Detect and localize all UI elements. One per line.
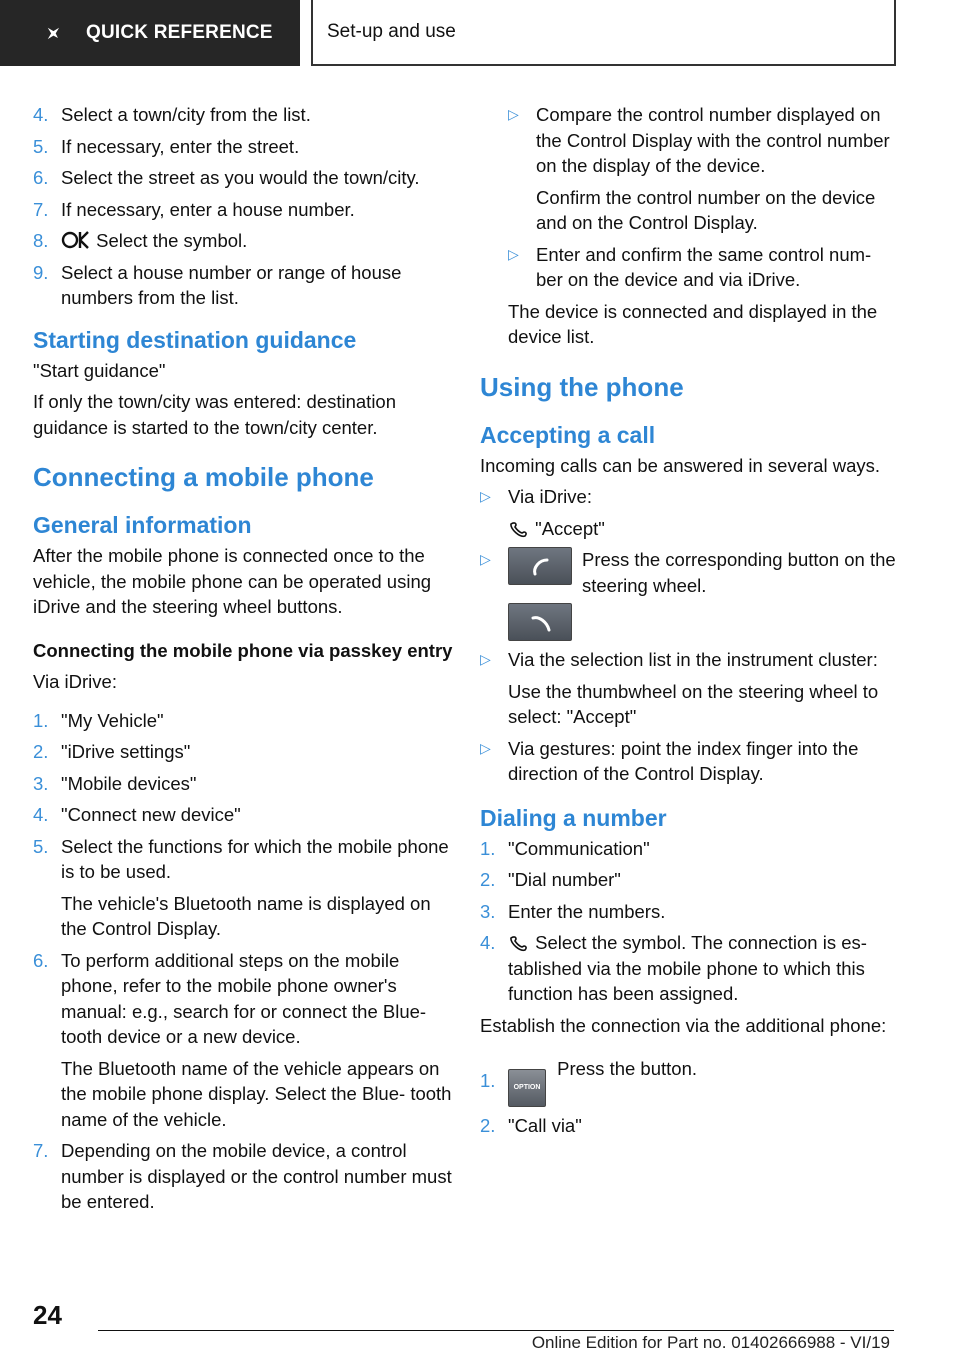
steering-accept-button-image	[508, 547, 572, 585]
paragraph: The device is connected and displayed in the device list.	[508, 300, 878, 347]
list-item: 2. "iDrive settings"	[33, 741, 191, 762]
option-button-image: OPTION	[508, 1069, 546, 1107]
heading-using-phone: Using the phone	[480, 371, 684, 402]
left-column	[33, 102, 453, 1215]
tab-label: QUICK REFERENCE	[86, 22, 273, 43]
phone-icon	[508, 520, 530, 538]
bullet-item: ▷ Enter and confirm the same control num- ber on the device and via iDrive.	[508, 243, 872, 290]
paragraph: If only the town/city was entered: destination guidance is started to the town/city center.	[33, 391, 397, 438]
footer-edition: Online Edition for Part no. 01402666988 - VI/19	[531, 1333, 890, 1352]
bullet-item: ▷ Via iDrive: "Accept"	[480, 484, 900, 541]
phone-icon	[509, 604, 573, 642]
heading-connecting-phone: Connecting a mobile phone	[33, 462, 374, 492]
bullet-item: ▷ Compare the control number displayed on the Control Display with the control number on the display of the device. Confirm the control number on the device and on the Control Display.	[508, 102, 900, 236]
list-item: 1. OPTION Press the button.	[480, 1056, 900, 1107]
paragraph: Incoming calls can be answered in several ways.	[480, 454, 880, 476]
phone-icon	[509, 548, 573, 586]
section-title: Set-up and use	[311, 0, 896, 66]
list-item: 6. To perform additional steps on the mobile phone, refer to the mobile phone owner's manual: e.g., search for or connect the Blue- tooth device or a new device. The Bluetooth name of the vehicle appears on the mobile phone display. Select the Blue- tooth name of the vehicle.	[33, 948, 453, 1133]
list-item: 4. Select a town/city from the list.	[33, 104, 311, 125]
list-item: 9. Select a house number or range of house numbers from the list.	[33, 261, 402, 308]
right-column	[480, 102, 900, 1138]
paragraph: Via iDrive:	[33, 671, 117, 692]
heading-general-info: General information	[33, 512, 252, 538]
accept-line: "Accept"	[508, 516, 900, 542]
list-item: 2. "Call via"	[480, 1114, 582, 1136]
paragraph: After the mobile phone is connected once to the vehicle, the mobile phone can be operated using iDrive and the steering wheel buttons.	[33, 545, 432, 617]
bullet-item: ▷ Via the selection list in the instrument cluster: Use the thumbwheel on the steering wheel to select: "Accept"	[480, 647, 900, 730]
steering-reject-button-image	[508, 603, 572, 641]
heading-passkey: Connecting the mobile phone via passkey entry	[33, 639, 453, 661]
list-item: 3. "Mobile devices"	[33, 772, 197, 794]
paragraph: "Start guidance"	[33, 359, 166, 381]
phone-icon	[508, 934, 530, 952]
paragraph: Establish the connection via the additional phone:	[480, 1014, 887, 1036]
item-note: The Bluetooth name of the vehicle appears on the mobile phone display. Select the Blue- tooth name of the vehicle.	[61, 1057, 452, 1130]
item-text: Press the corresponding button on the steering wheel.	[582, 549, 896, 596]
list-item: 1. "Communication"	[480, 837, 650, 859]
list-item: 1. "My Vehicle"	[33, 709, 164, 731]
list-item: 3. Enter the numbers.	[480, 900, 666, 922]
bullet-item: ▷ Via gestures: point the index finger into the direction of the Control Display.	[480, 737, 859, 784]
item-note: The vehicle's Bluetooth name is displayed on the Control Display.	[61, 892, 431, 939]
list-item: 2. "Dial number"	[480, 869, 621, 890]
list-item: 6. Select the street as you would the town/city.	[33, 167, 420, 188]
ok-icon	[61, 229, 91, 251]
quick-reference-tab[interactable]	[0, 0, 300, 66]
list-item: 5. Select the functions for which the mobile phone is to be used. The vehicle's Bluetooth name is displayed on the Control Display.	[33, 834, 453, 942]
heading-accepting-call: Accepting a call	[480, 421, 656, 448]
list-item: 7. Depending on the mobile device, a control number is displayed or the control number must be entered.	[33, 1140, 452, 1212]
list-item: 4. "Connect new device"	[33, 804, 241, 825]
list-item: 7. If necessary, enter a house number.	[33, 198, 355, 220]
list-item: 8. Select the symbol.	[33, 230, 248, 251]
page-number: 24	[33, 1300, 62, 1330]
item-note: Use the thumbwheel on the steering wheel to select: "Accept"	[508, 680, 879, 727]
bullet-item: ▷ Press the corresponding button on the steering wheel.	[480, 547, 900, 635]
footer-divider	[98, 1330, 894, 1331]
heading-starting-guidance: Starting destination guidance	[33, 326, 357, 353]
item-note: Confirm the control number on the device and on the Control Display.	[536, 186, 876, 233]
list-item: 4. Select the symbol. The connection is es- tablished via the mobile phone to which this function has been assigned.	[480, 932, 867, 1004]
heading-dialing: Dialing a number	[480, 804, 667, 831]
sparkle-icon	[40, 21, 64, 45]
list-item: 5. If necessary, enter the street.	[33, 135, 300, 157]
